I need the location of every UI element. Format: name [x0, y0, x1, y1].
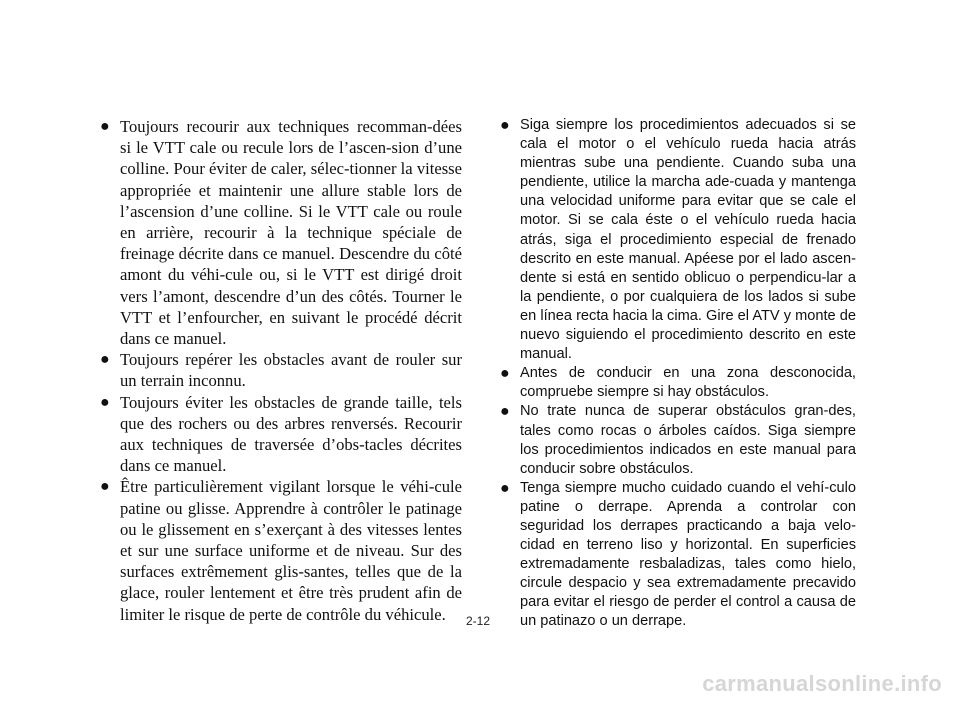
bullet-icon: ●	[100, 351, 110, 369]
bullet-icon: ●	[500, 117, 510, 134]
bullet-icon: ●	[100, 478, 110, 496]
list-item	[98, 476, 462, 624]
list-item	[498, 364, 856, 402]
list-item-text: Toujours repérer les obstacles avant de rouler sur un terrain inconnu.	[120, 350, 462, 391]
list-item-text: Siga siempre los procedimientos adecuados si se cala el motor o el vehículo rueda hacia atrás mientras sube una pendiente. Cuando suba una pendiente, utilice la marcha ade-cuada y mantenga una velocidad uniforme para evitar que se cale el motor. Si se cala éste o el vehículo rueda hacia atrás, siga el procedimiento especial de frenado descrito en este manual. Apéese por el lado ascen-dente si está en sentido oblicuo o perpendicu-lar a la pendiente, o por cualquiera de los lados si sube en línea recta hacia la cima. Gire el ATV y monte de nuevo siguiendo el procedimiento descrito en este manual.	[520, 117, 856, 363]
bullet-icon: ●	[500, 403, 510, 421]
list-item-text: Toujours recourir aux techniques recomman-dées si le VTT cale ou recule lors de l’ascen-sion d’une colline. Pour éviter de caler, sélec-tionner la vitesse appropriée et maintenir une allure stable lors de l’ascension d’une colline. Si le VTT cale ou roule en arrière, recourir à la technique spéciale de freinage décrite dans ce manuel. Descendre du côté amont du véhi-cule ou, si le VTT est dirigé droit vers l’amont, descendre d’un des côtés. Tourner le VTT et l’enfourcher, en suivant le procédé décrit dans ce manuel.	[120, 117, 462, 349]
list-item	[498, 479, 856, 632]
watermark: carmanualsonline.info	[702, 671, 942, 696]
list-item	[498, 402, 856, 478]
list-item-text: Antes de conducir en una zona desconocida, compruebe siempre si hay obstáculos.	[520, 365, 856, 401]
list-item	[98, 116, 462, 349]
list-item-text: Toujours éviter les obstacles de grande taille, tels que des rochers ou des arbres renversés. Recourir aux techniques de traversée d’obs-tacles décrites dans ce manuel.	[120, 392, 462, 476]
bullet-icon: ●	[500, 365, 510, 383]
bullet-icon: ●	[500, 479, 510, 497]
list-item-text: Tenga siempre mucho cuidado cuando el vehí-culo patine o derrape. Aprenda a controlar con seguridad los derrapes practicando a baja velo-cidad en terreno liso y horizontal. En superficies extremadamente resbaladizas, tales como hielo, circule despacio y sea extremadamente precavido para evitar el riesgo de perder el control a causa de un patinazo o un derrape.	[520, 479, 856, 630]
list-item-text: Être particulièrement vigilant lorsque le véhi-cule patine ou glisse. Apprendre à contrôler le patinage ou le glissement en s’exerçant à des vitesses lentes et sur une surface uniforme et de niveau. Sur des surfaces extrêmement glis-santes, telles que de la glace, rouler lentement et être très prudent afin de limiter le risque de perte de contrôle du véhicule.	[120, 477, 462, 624]
page-number: 2-12	[466, 614, 491, 628]
bullet-icon: ●	[100, 118, 110, 135]
list-item-text: No trate nunca de superar obstáculos gran-des, tales como rocas o árboles caídos. Siga siempre los procedimientos indicados en este manual para conducir sobre obstáculos.	[520, 403, 856, 477]
spanish-column	[498, 116, 856, 632]
french-bullet-list	[98, 116, 462, 625]
list-item	[98, 392, 462, 477]
french-column	[98, 116, 462, 625]
spanish-bullet-list	[498, 116, 856, 632]
list-item	[98, 349, 462, 391]
list-item	[498, 116, 856, 364]
bullet-icon: ●	[100, 393, 110, 411]
